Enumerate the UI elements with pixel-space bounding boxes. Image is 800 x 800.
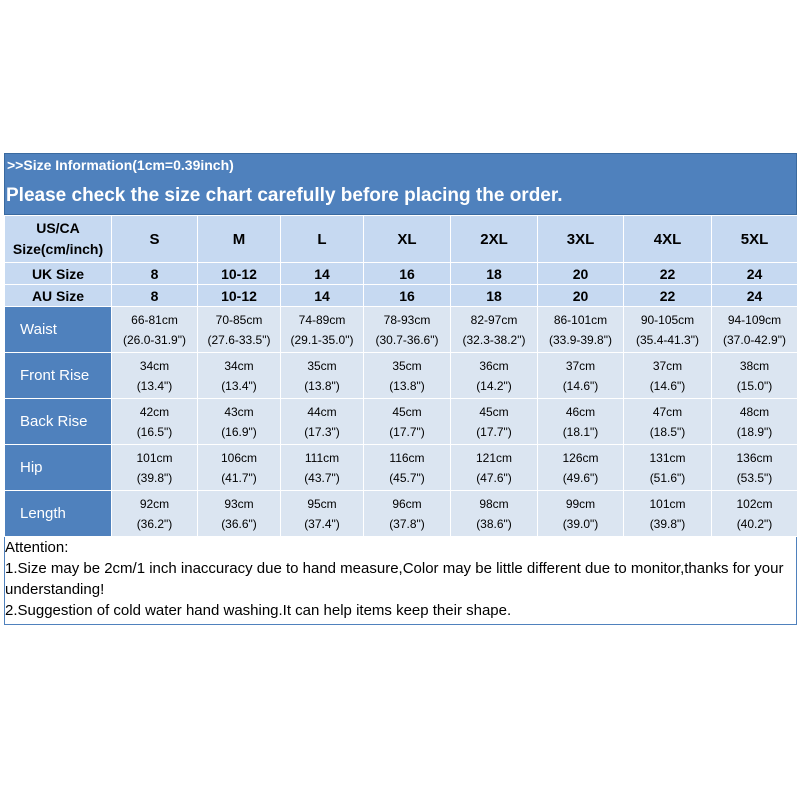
measurement-cell — [364, 353, 451, 399]
cm-value: 38cm — [739, 358, 770, 373]
measurement-cell — [624, 491, 712, 537]
cm-value: 70-85cm — [215, 312, 263, 327]
cm-value: 36cm — [479, 358, 509, 373]
cm-value: 94-109cm — [727, 312, 782, 327]
au-size-cell: 22 — [624, 285, 712, 307]
inch-value: (36.2") — [136, 516, 173, 531]
measurement-row — [5, 445, 798, 491]
au-size-cell: 10-12 — [198, 285, 281, 307]
inch-value: (13.8") — [389, 378, 425, 393]
inch-value: (16.9") — [221, 424, 257, 439]
au-size-cell: 20 — [538, 285, 624, 307]
au-size-cell: 24 — [712, 285, 798, 307]
au-size-cell: 16 — [364, 285, 451, 307]
measurement-cell — [538, 491, 624, 537]
measurement-cell — [112, 445, 198, 491]
cm-value: 78-93cm — [383, 312, 431, 327]
inch-value: (36.6") — [221, 516, 257, 531]
inch-value: (35.4-41.3") — [636, 332, 699, 347]
measurement-row — [5, 307, 798, 353]
measurement-cell — [624, 399, 712, 445]
size-header-cell: M — [198, 216, 281, 263]
measurement-cell — [624, 445, 712, 491]
cm-value: 34cm — [224, 358, 254, 373]
inch-value: (13.8") — [304, 378, 340, 393]
cm-value: 47cm — [652, 404, 683, 419]
cm-value: 86-101cm — [553, 312, 608, 327]
cm-value: 98cm — [479, 496, 509, 511]
au-size-cell: 14 — [281, 285, 364, 307]
corner-line2: Size(cm/inch) — [12, 241, 104, 257]
cm-value: 42cm — [139, 404, 170, 419]
inch-value: (45.7") — [389, 470, 425, 485]
size-header-cell: 2XL — [451, 216, 538, 263]
cm-value: 45cm — [479, 404, 509, 419]
measurement-cell — [538, 399, 624, 445]
cm-value: 106cm — [220, 450, 258, 465]
au-size-cell: 8 — [112, 285, 198, 307]
size-header-row — [5, 216, 798, 263]
inch-value: (18.1") — [562, 424, 599, 439]
measurement-row — [5, 399, 798, 445]
cm-value: 95cm — [307, 496, 337, 511]
cm-value: 48cm — [739, 404, 770, 419]
au-size-cell: 18 — [451, 285, 538, 307]
cm-value: 35cm — [307, 358, 337, 373]
size-header-cell: 4XL — [624, 216, 712, 263]
inch-value: (39.8") — [649, 516, 686, 531]
inch-value: (41.7") — [221, 470, 257, 485]
size-header-cell: 3XL — [538, 216, 624, 263]
au-size-label: AU Size — [5, 285, 112, 307]
size-header-cell: L — [281, 216, 364, 263]
measurement-cell — [712, 491, 798, 537]
measurement-cell — [281, 491, 364, 537]
inch-value: (51.6") — [649, 470, 686, 485]
measurement-cell — [538, 307, 624, 353]
measurement-cell — [198, 353, 281, 399]
inch-value: (18.5") — [649, 424, 686, 439]
uk-size-cell: 14 — [281, 263, 364, 285]
cm-value: 44cm — [307, 404, 337, 419]
inch-value: (32.3-38.2") — [462, 332, 526, 347]
inch-value: (26.0-31.9") — [123, 332, 186, 347]
size-info-banner: >>Size Information(1cm=0.39inch) — [4, 153, 797, 177]
measurement-cell — [112, 491, 198, 537]
measurement-label: Front Rise — [5, 353, 112, 399]
cm-value: 82-97cm — [470, 312, 518, 327]
cm-value: 74-89cm — [298, 312, 346, 327]
measurement-row — [5, 353, 798, 399]
size-header-cell: S — [112, 216, 198, 263]
cm-value: 37cm — [652, 358, 683, 373]
inch-value: (49.6") — [562, 470, 599, 485]
measurement-cell — [281, 399, 364, 445]
uk-size-cell: 24 — [712, 263, 798, 285]
cm-value: 96cm — [392, 496, 422, 511]
measurement-cell — [198, 399, 281, 445]
measurement-cell — [451, 445, 538, 491]
cm-value: 45cm — [392, 404, 422, 419]
inch-value: (37.8") — [389, 516, 425, 531]
inch-value: (39.8") — [136, 470, 173, 485]
measurement-cell — [364, 399, 451, 445]
cm-value: 46cm — [565, 404, 596, 419]
measurement-cell — [712, 445, 798, 491]
cm-value: 92cm — [139, 496, 170, 511]
inch-value: (30.7-36.6") — [375, 332, 439, 347]
inch-value: (13.4") — [136, 378, 173, 393]
size-header-cell: 5XL — [712, 216, 798, 263]
au-size-row — [5, 285, 798, 307]
inch-value: (14.6") — [649, 378, 686, 393]
measurement-cell — [451, 399, 538, 445]
size-chart — [4, 153, 797, 625]
inch-value: (37.0-42.9") — [723, 332, 786, 347]
measurement-label: Back Rise — [5, 399, 112, 445]
uk-size-cell: 20 — [538, 263, 624, 285]
corner-line1: US/CA — [36, 220, 80, 236]
measurement-cell — [712, 307, 798, 353]
corner-cell — [5, 216, 112, 263]
measurement-label: Length — [5, 491, 112, 537]
measurement-cell — [712, 399, 798, 445]
inch-value: (17.7") — [389, 424, 425, 439]
cm-value: 102cm — [736, 496, 773, 511]
inch-value: (43.7") — [304, 470, 340, 485]
uk-size-cell: 18 — [451, 263, 538, 285]
measurement-cell — [364, 491, 451, 537]
measurement-cell — [198, 491, 281, 537]
measurement-label: Hip — [5, 445, 112, 491]
inch-value: (47.6") — [476, 470, 512, 485]
cm-value: 136cm — [736, 450, 773, 465]
cm-value: 66-81cm — [131, 312, 178, 327]
cm-value: 34cm — [139, 358, 170, 373]
inch-value: (29.1-35.0") — [290, 332, 354, 347]
attention-line-2: 2.Suggestion of cold water hand washing.It can help items keep their shape. — [5, 602, 512, 619]
cm-value: 131cm — [649, 450, 686, 465]
measurement-cell — [281, 307, 364, 353]
measurement-cell — [538, 353, 624, 399]
cm-value: 126cm — [562, 450, 599, 465]
uk-size-row — [5, 263, 798, 285]
inch-value: (13.4") — [221, 378, 257, 393]
uk-size-cell: 16 — [364, 263, 451, 285]
measurement-row — [5, 491, 798, 537]
inch-value: (17.7") — [476, 424, 512, 439]
measurement-cell — [451, 307, 538, 353]
measurement-cell — [112, 353, 198, 399]
inch-value: (39.0") — [562, 516, 599, 531]
measurement-cell — [538, 445, 624, 491]
inch-value: (16.5") — [136, 424, 173, 439]
uk-size-label: UK Size — [5, 263, 112, 285]
inch-value: (37.4") — [304, 516, 340, 531]
cm-value: 43cm — [224, 404, 254, 419]
cm-value: 101cm — [649, 496, 686, 511]
cm-value: 37cm — [565, 358, 596, 373]
cm-value: 93cm — [224, 496, 254, 511]
measurement-cell — [112, 307, 198, 353]
inch-value: (33.9-39.8") — [549, 332, 612, 347]
inch-value: (38.6") — [476, 516, 512, 531]
attention-notes — [4, 537, 797, 625]
measurement-cell — [198, 307, 281, 353]
cm-value: 111cm — [304, 450, 340, 465]
measurement-cell — [624, 307, 712, 353]
attention-title: Attention: — [5, 539, 69, 556]
cm-value: 35cm — [392, 358, 422, 373]
measurement-cell — [451, 491, 538, 537]
cm-value: 121cm — [475, 450, 513, 465]
measurement-cell — [281, 353, 364, 399]
measurement-cell — [112, 399, 198, 445]
inch-value: (53.5") — [736, 470, 773, 485]
measurement-cell — [451, 353, 538, 399]
cm-value: 99cm — [565, 496, 596, 511]
measurement-cell — [712, 353, 798, 399]
size-header-cell: XL — [364, 216, 451, 263]
cm-value: 90-105cm — [640, 312, 695, 327]
inch-value: (15.0") — [736, 378, 773, 393]
cm-value: 116cm — [389, 450, 425, 465]
size-notice-banner: Please check the size chart carefully before placing the order. — [4, 177, 797, 215]
cm-value: 101cm — [136, 450, 173, 465]
measurement-label: Waist — [5, 307, 112, 353]
uk-size-cell: 22 — [624, 263, 712, 285]
measurement-rows — [5, 307, 798, 537]
inch-value: (40.2") — [736, 516, 773, 531]
inch-value: (27.6-33.5") — [207, 332, 271, 347]
inch-value: (18.9") — [736, 424, 773, 439]
attention-line-1: 1.Size may be 2cm/1 inch inaccuracy due to hand measure,Color may be little different due to monitor,thanks for your understanding! — [5, 560, 784, 598]
measurement-cell — [624, 353, 712, 399]
measurement-cell — [281, 445, 364, 491]
uk-size-cell: 8 — [112, 263, 198, 285]
inch-value: (14.2") — [476, 378, 512, 393]
inch-value: (17.3") — [304, 424, 340, 439]
measurement-cell — [364, 307, 451, 353]
uk-size-cell: 10-12 — [198, 263, 281, 285]
size-table — [4, 215, 798, 537]
inch-value: (14.6") — [562, 378, 599, 393]
measurement-cell — [198, 445, 281, 491]
measurement-cell — [364, 445, 451, 491]
